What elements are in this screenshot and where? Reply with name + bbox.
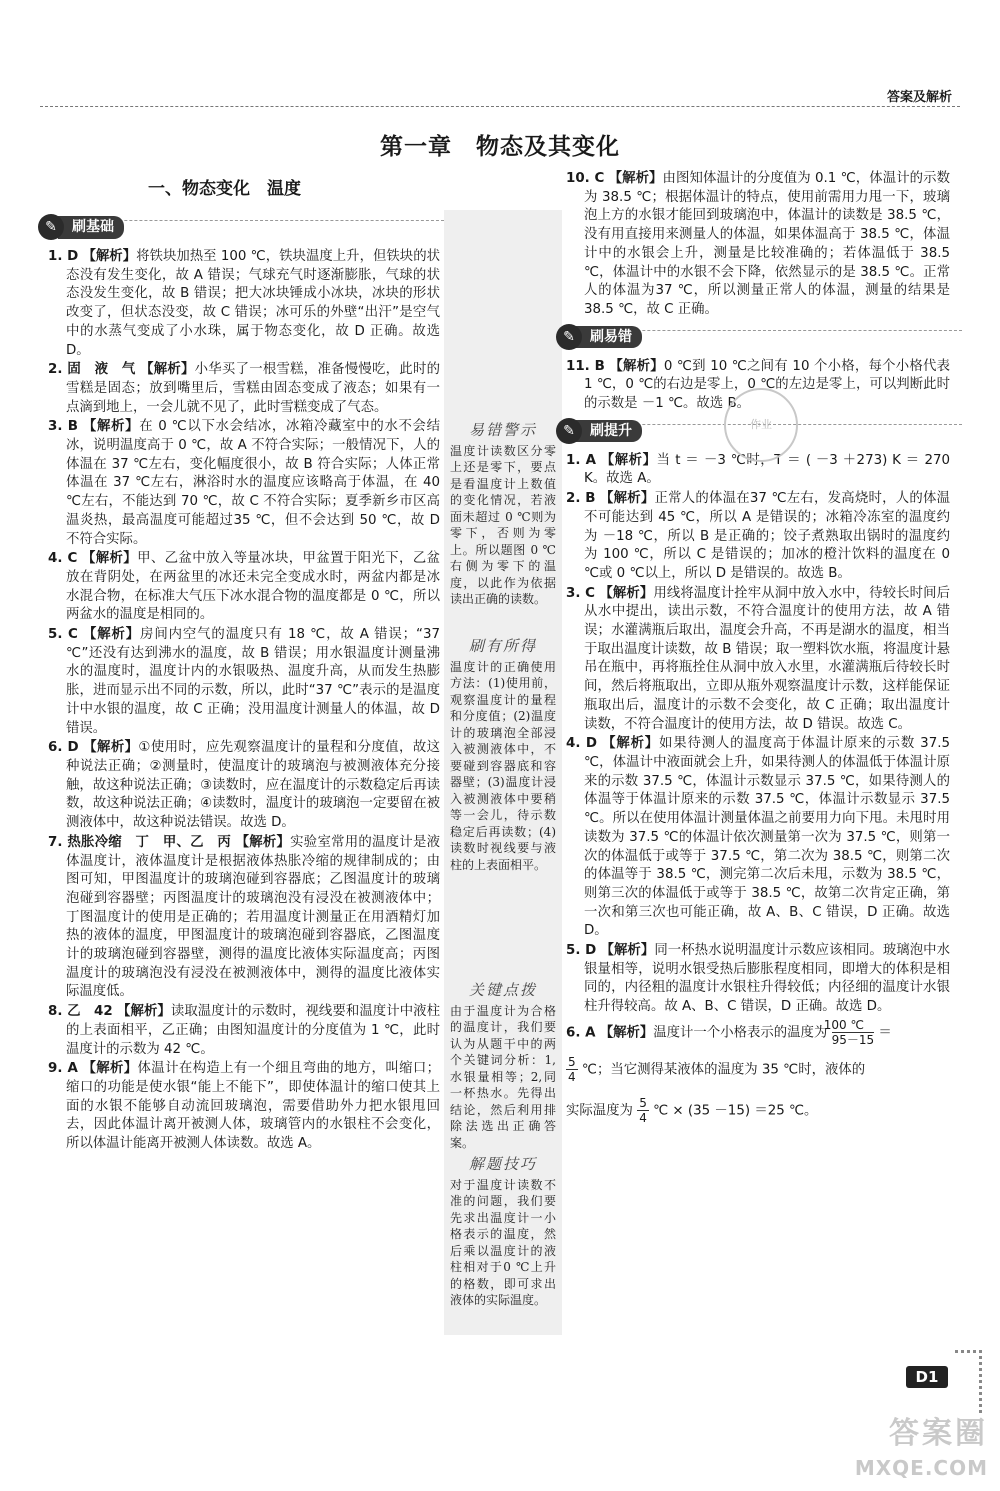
right-answer-list-bottom bbox=[566, 452, 950, 1017]
watermark-logo: 答案圈 bbox=[889, 1416, 988, 1451]
answer-number: 1. D bbox=[48, 249, 79, 264]
answer-number: 6. A bbox=[566, 1025, 596, 1041]
answer-number: 10. C bbox=[566, 171, 605, 186]
answer-number: 7. 热胀冷缩 丁 甲、乙 丙 bbox=[48, 834, 232, 850]
answer-text: ①使用时，应先观察温度计的量程和分度值，故这种说法正确；②测量时，使温度计的玻璃泡与被测液体充分接触，故这种说法正确；③读数时，应在温度计的示数稳定后再读数，故这种说法正确；④读数时，温度计的玻璃泡一定要留在被测液体中，故这种说法错误。故选 D。 bbox=[66, 740, 441, 831]
analysis-tag: 【解析】 bbox=[600, 452, 657, 468]
analysis-tag: 【解析】 bbox=[81, 551, 138, 567]
analysis-tag: 【解析】 bbox=[602, 736, 660, 752]
badge-basic-label: 刷基础 bbox=[58, 216, 124, 239]
answer-text: 实验室常用的温度计是液体温度计，液体温度计是根据液体热胀冷缩的规律制成的；由图可知，甲图温度计的玻璃泡碰到容器底；乙图温度计的玻璃泡碰到容器壁；丙图温度计的玻璃泡没有浸没在被测液体中；丁图温度计的使用是正确的；若用温度计测量正在用酒精灯加热的液体的温度，甲图温度计的玻璃泡碰到容器底，乙图温度计的玻璃泡碰到容器壁，测得的温度比液体实际温度高；丙图温度计的玻璃泡没有浸没在被测液体中，测得的温度比液体实际温度低。 bbox=[66, 834, 440, 1000]
right-column bbox=[563, 170, 951, 1125]
analysis-tag: 【解析】 bbox=[600, 943, 655, 959]
left-column bbox=[45, 210, 441, 1155]
left-answer-list bbox=[48, 248, 440, 1154]
analysis-tag: 【解析】 bbox=[82, 1061, 138, 1077]
answer-number: 2. B bbox=[566, 491, 596, 507]
badge-improve-label: 刷提升 bbox=[576, 420, 642, 443]
badge-basic bbox=[38, 214, 440, 242]
stamp-mark: 作业 bbox=[724, 388, 798, 462]
answer-continuation: $\frac{5}{4}$ ℃；当它测得某液体的温度为 35 ℃时，液体的 bbox=[568, 1054, 866, 1084]
answer-number: 6. D bbox=[48, 740, 79, 756]
analysis-tag: 【解析】 bbox=[235, 834, 291, 850]
analysis-tag: 【解析】 bbox=[82, 249, 137, 264]
sidebar-block-gains bbox=[450, 638, 556, 873]
sidebar-title: 易错警示 bbox=[468, 421, 537, 439]
decorative-dots bbox=[955, 1350, 982, 1413]
sidebar-text: 对于温度计读数不准的问题，我们要先求出温度计一小格表示的温度，然后乘以温度计的液柱相对于0 ℃上升的格数，即可求出液体的实际温度。 bbox=[450, 1177, 556, 1307]
answer-text: 如果待测人的温度高于体温计原来的示数 37.5 ℃，体温计中液面就会上升，如果待测人的体温低于体温计原来的示数 37.5 ℃，体温计示数显示 37.5 ℃，如果待测人的体温等于体温计原来的示数 37.5 ℃，体温计示数显示 37.5 ℃。所以在使用体温计测量体温之前要用力向下甩。未甩时用读数为 37.5 ℃的体温计依次测量第一次为 37.5 ℃，则第一次的体温低于或等于 37.5 ℃，第二次为 38.5 ℃，则第二次的体温等于 38.5 ℃，测完第二次后未甩，示数为 38.5 ℃，则第三次的体温低于或等于 38.5 ℃，故第二次肯定正确，第一次和第三次也可能正确，故 A、B、C 错误，D 正确。故选 D。 bbox=[584, 736, 950, 939]
answer-item bbox=[48, 418, 440, 549]
answer-text: 小华买了一根雪糕，准备慢慢吃，此时的雪糕是固态；放到嘴里后，雪糕由固态变成了液态；如果有一点滴到地上，一会儿就不见了，此时雪糕变成了气态。 bbox=[66, 362, 440, 415]
answer-number: 4. D bbox=[566, 736, 598, 752]
answer-item bbox=[48, 361, 440, 417]
analysis-tag: 【解析】 bbox=[82, 419, 140, 435]
pen-icon: ✎ bbox=[556, 418, 582, 444]
analysis-tag: 【解析】 bbox=[609, 358, 664, 374]
analysis-tag: 【解析】 bbox=[608, 171, 663, 186]
pen-icon: ✎ bbox=[38, 214, 64, 240]
answer-item bbox=[566, 170, 950, 320]
answer-item bbox=[48, 550, 440, 625]
analysis-tag: 【解析】 bbox=[117, 1004, 171, 1020]
answer-number: 2. 固 液 气 bbox=[48, 362, 136, 378]
answer-number: 4. C bbox=[48, 551, 78, 567]
section-title: 一、物态变化 温度 bbox=[148, 179, 301, 199]
answer-text: 用线将温度计拴牢从洞中放入水中，待较长时间后从水中提出，读出示数，不符合温度计的使用方法，故 A 错误；水灌满瓶后取出，温度会升高，不再是湖水的温度，相当于取出温度计读数，故 B 错误；取一塑料饮水瓶，将温度计悬吊在瓶中，再将瓶拴住从洞中放入水里，水灌满瓶后待较长时间，然后将瓶取出，立即从瓶外观察温度计示数，这样能保证瓶取出后，温度计的示数不会变化，故 C 正确；取出温度计读数，不符合温度计的使用方法，故 D 错误。故选 C。 bbox=[584, 585, 950, 732]
fraction: $\frac{5}{4}$ bbox=[639, 1095, 647, 1125]
answer-number: 11. B bbox=[566, 358, 605, 374]
pen-icon: ✎ bbox=[556, 324, 582, 350]
chapter-title: 第一章 物态及其变化 bbox=[380, 134, 620, 160]
badge-easy-wrong bbox=[556, 324, 950, 352]
answer-item bbox=[48, 626, 440, 738]
answer-item bbox=[48, 834, 440, 1002]
answer-text: 甲、乙盆中放入等量冰块，甲盆置于阳光下，乙盆放在背阴处，在两盆里的冰还未完全变成水时，两盆内都是冰水混合物，在标准大气压下冰水混合物的温度都是 0 ℃，所以两盆水的温度是相同的。 bbox=[66, 551, 441, 623]
analysis-tag: 【解析】 bbox=[83, 740, 139, 756]
answer-item bbox=[566, 942, 950, 1017]
answer-text: 读取温度计的示数时，视线要和温度计中液柱的上表面相平，乙正确；由图知温度计的分度值为 1 ℃，此时温度计的示数为 42 ℃。 bbox=[66, 1004, 441, 1057]
answer-text: 房间内空气的温度只有 18 ℃，故 A 错误；“37 ℃”还没有达到沸水的温度，故 B 错误；用水银温度计测量沸水的温度时，温度计内的水银吸热、温度升高，从而发生热膨胀，进而显示出不同的示数，所以，此时“37 ℃”表示的是温度计中水银的温度，故 C 正确；没用温度计测量人的体温，故 D 错误。 bbox=[66, 627, 440, 736]
fraction: $\frac{100 ℃}{95-15}$ bbox=[823, 1017, 875, 1047]
sidebar-title: 关键点拨 bbox=[468, 981, 537, 999]
answer-number: 8. 乙 42 bbox=[48, 1004, 113, 1020]
answer-item bbox=[566, 735, 950, 941]
answer-text: 温度计一个小格表示的温度为 bbox=[653, 1025, 828, 1041]
answer-item bbox=[566, 585, 950, 735]
fraction: $\frac{5}{4}$ bbox=[568, 1054, 576, 1084]
answer-text: 由图知体温计的分度值为 0.1 ℃，体温计的示数为 38.5 ℃；根据体温计的特点，使用前需用力甩一下，玻璃泡上方的水银才能回到玻璃泡中，体温计的读数是 38.5 ℃，没有用直接用来测量人的体温，如果体温高于 38.5 ℃，体温计中的水银会上升，测量是比较准确的；若体温低于 38.5 ℃，体温计中的水银不会下降，依然显示的是 38.5 ℃。正常人的体温为37 ℃，所以测量正常人的体温，测量的结果是38.5 ℃，故 C 正确。 bbox=[584, 171, 950, 317]
answer-text: 当 t ＝ －3 ℃时，T ＝ ( －3 ＋273) K ＝ 270 K。故选 A。 bbox=[584, 452, 951, 487]
answer-number: 3. B bbox=[48, 419, 78, 435]
answer-item bbox=[566, 490, 950, 584]
header-divider bbox=[40, 106, 960, 107]
answer-number: 9. A bbox=[48, 1061, 78, 1077]
answer-item bbox=[48, 1060, 440, 1154]
sidebar-title: 解题技巧 bbox=[468, 1155, 537, 1173]
answer-text: 同一杯热水说明温度计示数应该相同。玻璃泡中水银量相等，说明水银受热后膨胀程度相同，即增大的体积是相同的，内径粗的温度计水银柱升得较低；内径细的温度计水银柱升得较高。故 A、B、C 错误，D 正确。故选 D。 bbox=[584, 943, 951, 1015]
page-number: D1 bbox=[906, 1366, 948, 1388]
answer-item: 6. A 【解析】温度计一个小格表示的温度为 $\frac{100 ℃}{95-15}$ ＝ bbox=[566, 1017, 892, 1047]
sidebar-text: 温度计读数区分零上还是零下，要点是看温度计上数值的变化情况，若液面未超过 0 ℃则为零下，否则为零上。所以题图 0 ℃右侧为零下的温度，以此作为依据读出正确的读数。 bbox=[450, 443, 556, 606]
watermark bbox=[818, 1408, 988, 1480]
sidebar-title: 刷有所得 bbox=[468, 637, 537, 655]
answer-number: 1. A bbox=[566, 452, 596, 468]
answer-item bbox=[48, 739, 440, 833]
sidebar-notes bbox=[444, 210, 562, 1335]
sidebar-text: 温度计的正确使用方法：(1)使用前，观察温度计的量程和分度值；(2)温度计的玻璃泡全部浸入被测液体中，不要碰到容器底和容器壁；(3)温度计浸入被测液体中要稍等一会儿，待示数稳定后再读数；(4)读数时视线要与液柱的上表面相平。 bbox=[450, 659, 556, 872]
answer-text: 正常人的体温在37 ℃左右，发高烧时，人的体温不可能达到 45 ℃，所以 A 是错误的；冰箱冷冻室的温度约为 －18 ℃，所以 B 是正确的；饺子煮熟取出锅时的温度约为 100 ℃，所以 C 是错误的；加冰的橙汁饮料的温度在 0 ℃或 0 ℃以上，所以 D 是错误的。故选 B。 bbox=[584, 491, 950, 581]
right-answer-list-top bbox=[566, 170, 950, 320]
sidebar-block-key-points bbox=[450, 982, 556, 1151]
answer-continuation: 实际温度为 $\frac{5}{4}$ ℃ × (35 －15) ＝25 ℃。 bbox=[566, 1095, 818, 1125]
badge-easy-wrong-label: 刷易错 bbox=[576, 326, 642, 349]
answer-item bbox=[48, 1003, 440, 1059]
answer-text: 体温计在构造上有一个细且弯曲的地方，叫缩口；缩口的功能是使水银“能上不能下”，即使体温计的缩口使其上面的水银不能够自动流回玻璃泡，需要借助外力把水银甩回去，因此体温计离开被测人体，玻璃管内的水银柱不会变化，所以体温计能离开被测人体读数。故选 A。 bbox=[66, 1061, 441, 1152]
header-label: 答案及解析 bbox=[886, 90, 952, 105]
answer-text: 0 ℃到 10 ℃之间有 10 个小格，每个小格代表 1 ℃，0 ℃的右边是零上，0 ℃的左边是零上，可以判断此时的示数是 －1 ℃。故选 B。 bbox=[584, 358, 950, 412]
sidebar-text: 由于温度计为合格的温度计，我们要认为从题干中的两个关键词分析：1,水银量相等；2,同一杯热水。先得出结论，然后利用排除法选出正确答案。 bbox=[450, 1003, 556, 1150]
analysis-tag: 【解析】 bbox=[599, 1025, 654, 1041]
answer-number: 3. C bbox=[566, 585, 595, 601]
answer-text: 在 0 ℃以下水会结冰，冰箱冷藏室中的水不会结冰，说明温度高于 0 ℃，故 A 不符合实际；一般情况下，人的体温在 37 ℃左右，变化幅度很小，故 B 符合实际；人体正常体温在 37 ℃左右，淋浴时水的温度应该略高于体温，在 40 ℃左右，不能达到 70 ℃，故 C 不符合实际；夏季新乡市区高温炎热，最高温度可能超过35 ℃，但不会达到 50 ℃，故 D 不符合实际。 bbox=[66, 419, 441, 547]
answer-number: 5. C bbox=[48, 627, 78, 643]
analysis-tag: 【解析】 bbox=[140, 362, 195, 378]
analysis-tag: 【解析】 bbox=[600, 491, 655, 507]
watermark-url: MXQE.COM bbox=[854, 1456, 988, 1480]
sidebar-block-mistakes bbox=[450, 422, 556, 608]
analysis-tag: 【解析】 bbox=[82, 627, 141, 643]
sidebar-block-tips bbox=[450, 1156, 556, 1309]
answer-number: 5. D bbox=[566, 943, 597, 959]
analysis-tag: 【解析】 bbox=[599, 585, 654, 601]
answer-item bbox=[48, 248, 440, 360]
answer-text: 将铁块加热至 100 ℃，铁块温度上升，但铁块的状态没有发生变化，故 A 错误；气球充气时逐渐膨胀，气球的状态没发生变化，故 B 错误；把大冰块锤成小冰块，冰块的形状改变了，但状态没变，故 C 错误；冰可乐的外壁“出汗”是空气中的水蒸气变成了小水珠，属于物态变化，故 D 正确。故选 D。 bbox=[66, 249, 441, 358]
